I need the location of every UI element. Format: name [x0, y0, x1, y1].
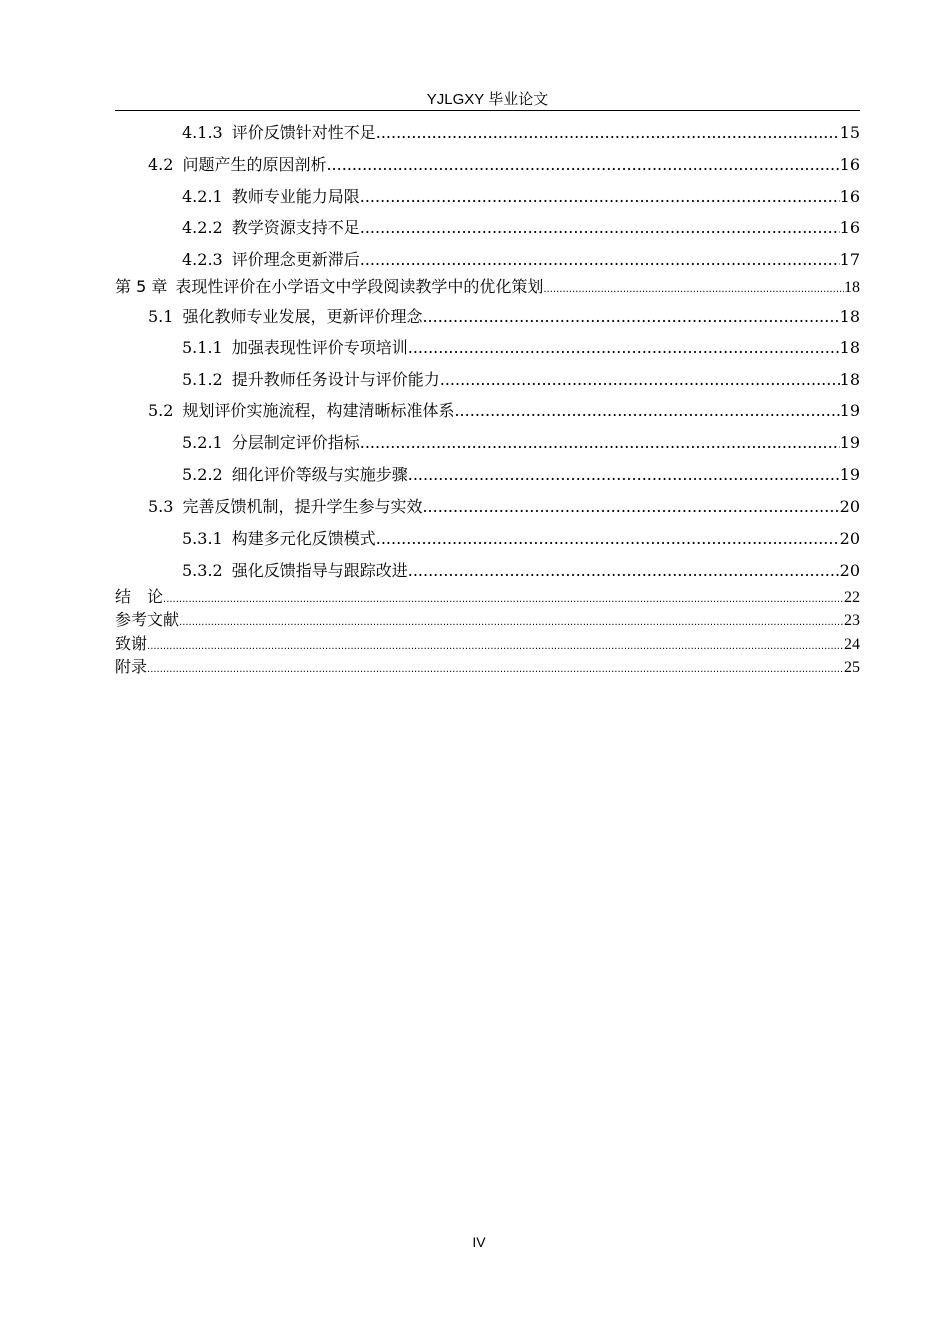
toc-entry[interactable] — [182, 428, 860, 458]
toc-chapter-entry[interactable] — [115, 585, 860, 609]
toc-entry-title: 表现性评价在小学语文中学段阅读教学中的优化策划 — [175, 277, 544, 296]
toc-entry-page: 16 — [839, 218, 860, 237]
toc-entry-title: 致谢 — [115, 634, 148, 653]
toc-entry-title: 构建多元化反馈模式 — [231, 529, 376, 548]
toc-entry-number: 4.2.1 — [182, 187, 223, 206]
dot-leader — [422, 302, 839, 332]
toc-entry[interactable] — [182, 460, 860, 490]
running-header: YJLGXY 毕业论文 — [426, 91, 549, 108]
toc-entry-page: 18 — [844, 279, 860, 296]
toc-entry-title: 评价反馈针对性不足 — [231, 123, 376, 142]
toc-entry-page: 23 — [844, 612, 860, 629]
dot-leader — [422, 492, 839, 522]
toc-entry-page: 22 — [844, 589, 860, 606]
toc-chapter-entry[interactable] — [115, 632, 860, 656]
toc-entry-title: 评价理念更新滞后 — [231, 250, 360, 269]
toc-entry[interactable] — [182, 213, 860, 243]
toc-entry-page: 20 — [839, 497, 860, 516]
toc-entry-number: 4.1.3 — [182, 123, 223, 142]
toc-entry[interactable] — [182, 118, 860, 148]
dot-leader — [408, 556, 840, 586]
toc-entry-page: 19 — [839, 401, 860, 420]
toc-entry-page: 19 — [839, 465, 860, 484]
toc-entry-number: 第 5 章 — [115, 277, 168, 296]
toc-entry[interactable] — [182, 524, 860, 554]
toc-entry-title: 教师专业能力局限 — [231, 187, 360, 206]
toc-entry-page: 24 — [844, 636, 860, 653]
toc-entry-title: 加强表现性评价专项培训 — [231, 338, 408, 357]
toc-entry[interactable] — [182, 365, 860, 395]
toc-entry-title: 规划评价实施流程，构建清晰标准体系 — [182, 401, 455, 420]
toc-entry-number: 4.2.3 — [182, 250, 223, 269]
toc-entry[interactable] — [148, 492, 860, 522]
toc-entry-title: 完善反馈机制，提升学生参与实效 — [182, 497, 423, 516]
toc-entry-number: 4.2.2 — [182, 218, 223, 237]
header-rule — [115, 110, 860, 111]
toc-entry-number: 5.2.1 — [182, 433, 223, 452]
toc-entry-title: 强化反馈指导与跟踪改进 — [231, 561, 408, 580]
toc-entry-number: 5.3.1 — [182, 529, 223, 548]
toc-entry-number: 5.3 — [148, 497, 174, 516]
toc-entry-number: 5.2 — [148, 401, 174, 420]
toc-entry-number: 5.1.2 — [182, 370, 223, 389]
toc-entry-page: 17 — [839, 250, 860, 269]
toc-entry-title: 细化评价等级与实施步骤 — [231, 465, 408, 484]
toc-entry-number: 5.1.1 — [182, 338, 223, 357]
page-footer — [0, 1234, 950, 1250]
toc-entry-page: 18 — [839, 307, 860, 326]
toc-entry-page: 20 — [839, 561, 860, 580]
toc-entry-page: 16 — [839, 155, 860, 174]
dot-leader — [376, 118, 840, 148]
dot-leader — [408, 333, 840, 363]
toc-entry[interactable] — [148, 396, 860, 426]
dot-leader — [440, 365, 840, 395]
toc-entry-title: 提升教师任务设计与评价能力 — [231, 370, 440, 389]
toc-entry-page: 20 — [839, 529, 860, 548]
dot-leader — [454, 396, 839, 426]
toc-entry-page: 18 — [839, 338, 860, 357]
toc-entry[interactable] — [182, 245, 860, 275]
toc-entry-number: 5.3.2 — [182, 561, 223, 580]
toc-entry[interactable] — [182, 182, 860, 212]
dot-leader — [543, 278, 844, 302]
toc-entry-title: 参考文献 — [115, 610, 180, 629]
toc-entry-page: 19 — [839, 433, 860, 452]
toc-entry-number: 5.1 — [148, 307, 174, 326]
toc-chapter-entry[interactable] — [115, 655, 860, 679]
dot-leader — [360, 213, 840, 243]
toc-chapter-entry[interactable] — [115, 275, 860, 299]
dot-leader — [360, 182, 840, 212]
toc-entry[interactable] — [182, 333, 860, 363]
toc-entry-title: 结 论 — [115, 587, 164, 606]
toc-chapter-entry[interactable] — [115, 608, 860, 632]
toc-entry[interactable] — [148, 302, 860, 332]
dot-leader — [360, 245, 840, 275]
toc-entry-page: 18 — [839, 370, 860, 389]
toc-entry-title: 分层制定评价指标 — [231, 433, 360, 452]
dot-leader — [147, 658, 844, 682]
dot-leader — [376, 524, 840, 554]
toc-entry-title: 教学资源支持不足 — [231, 218, 360, 237]
toc-entry[interactable] — [148, 150, 860, 180]
dot-leader — [360, 428, 840, 458]
dot-leader — [408, 460, 840, 490]
toc-entry[interactable] — [182, 556, 860, 586]
page-number: IV — [472, 1234, 486, 1250]
toc-entry-page: 16 — [839, 187, 860, 206]
toc-entry-page: 15 — [839, 123, 860, 142]
dot-leader — [326, 150, 839, 180]
toc-entry-page: 25 — [844, 659, 860, 676]
toc-entry-title: 问题产生的原因剖析 — [182, 155, 327, 174]
toc-entry-number: 4.2 — [148, 155, 174, 174]
toc-entry-number: 5.2.2 — [182, 465, 223, 484]
toc-entry-title: 强化教师专业发展，更新评价理念 — [182, 307, 423, 326]
toc-entry-title: 附录 — [115, 657, 148, 676]
